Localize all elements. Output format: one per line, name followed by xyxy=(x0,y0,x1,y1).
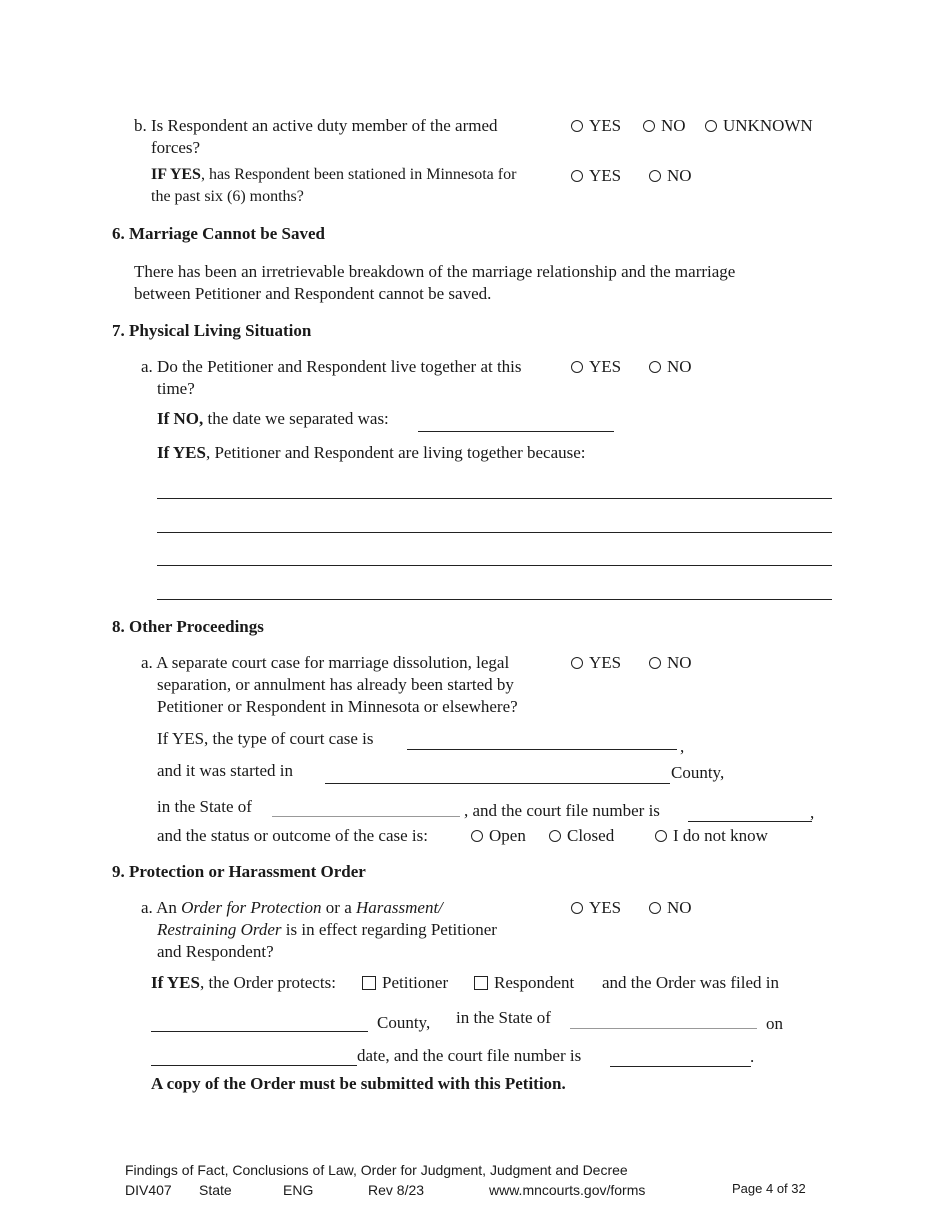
s8-state-label: in the State of xyxy=(157,797,252,816)
s9-filed-text: and the Order was filed in xyxy=(602,973,780,992)
s9-state-label: in the State of xyxy=(456,1008,551,1027)
s6-text-line1: There has been an irretrievable breakdown of the marriage relationship and the marriage xyxy=(134,262,736,281)
s9-question-line3: and Respondent? xyxy=(157,942,274,961)
section-8-heading: 8. Other Proceedings xyxy=(112,617,264,636)
s9-on-label: on xyxy=(766,1014,783,1033)
radio-5b-yes[interactable]: YES xyxy=(571,116,621,136)
order-date-field[interactable] xyxy=(151,1065,357,1066)
checkbox-respondent[interactable]: Respondent xyxy=(474,973,574,993)
case-state-field[interactable] xyxy=(272,816,460,817)
s9-ifyes-label: If YES, the Order protects: xyxy=(151,973,336,992)
radio-status-unknown[interactable]: I do not know xyxy=(655,826,768,846)
s8-file-label: , and the court file number is xyxy=(464,801,660,820)
order-file-number-field[interactable] xyxy=(610,1066,751,1067)
q5b-question-line2: forces? xyxy=(151,138,201,157)
q5b-question-line1: b. Is Respondent an active duty member of the armed xyxy=(134,116,498,135)
footer-form-id: DIV407 xyxy=(125,1182,172,1198)
radio-5b-stationed-yes[interactable]: YES xyxy=(571,166,621,186)
radio-status-closed[interactable]: Closed xyxy=(549,826,614,846)
radio-9a-yes[interactable]: YES xyxy=(571,898,621,918)
radio-7a-no[interactable]: NO xyxy=(649,357,692,377)
section-6-heading: 6. Marriage Cannot be Saved xyxy=(112,224,325,243)
case-type-field[interactable] xyxy=(407,749,677,750)
order-county-field[interactable] xyxy=(151,1031,368,1032)
s9-question-line1: a. An Order for Protection or a Harassment/ xyxy=(141,898,443,917)
case-file-number-field[interactable] xyxy=(688,821,812,822)
s8-comma2: , xyxy=(810,803,815,822)
footer-title: Findings of Fact, Conclusions of Law, Order for Judgment, Judgment and Decree xyxy=(125,1162,628,1178)
s8-question-line2: separation, or annulment has already been started by xyxy=(157,675,514,694)
radio-7a-yes[interactable]: YES xyxy=(571,357,621,377)
s9-period: . xyxy=(750,1047,755,1066)
s7-question-line2: time? xyxy=(157,379,195,398)
radio-8a-yes[interactable]: YES xyxy=(571,653,621,673)
s7-question-line1: a. Do the Petitioner and Respondent live together at this xyxy=(141,357,522,376)
reason-line-2[interactable] xyxy=(157,532,832,533)
radio-5b-unknown[interactable]: UNKNOWN xyxy=(705,116,813,136)
radio-5b-stationed-no[interactable]: NO xyxy=(649,166,692,186)
s8-started-label: and it was started in xyxy=(157,761,293,780)
s8-comma1: , xyxy=(680,737,685,756)
started-county-field[interactable] xyxy=(325,783,670,784)
reason-line-1[interactable] xyxy=(157,498,832,499)
order-state-field[interactable] xyxy=(570,1028,757,1029)
checkbox-petitioner[interactable]: Petitioner xyxy=(362,973,448,993)
s8-status-label: and the status or outcome of the case is: xyxy=(157,826,428,845)
radio-5b-no[interactable]: NO xyxy=(643,116,686,136)
separation-date-field[interactable] xyxy=(418,431,614,432)
footer-url[interactable]: www.mncourts.gov/forms xyxy=(489,1182,646,1198)
footer-lang: ENG xyxy=(283,1182,314,1198)
reason-line-3[interactable] xyxy=(157,565,832,566)
reason-line-4[interactable] xyxy=(157,599,832,600)
footer-page: Page 4 of 32 xyxy=(732,1181,806,1196)
s7-ifyes-label: If YES, Petitioner and Respondent are living together because: xyxy=(157,443,586,462)
footer-state: State xyxy=(199,1182,232,1198)
s8-type-label: If YES, the type of court case is xyxy=(157,729,374,748)
s8-question-line3: Petitioner or Respondent in Minnesota or elsewhere? xyxy=(157,697,518,716)
section-9-heading: 9. Protection or Harassment Order xyxy=(112,862,366,881)
footer-rev: Rev 8/23 xyxy=(368,1182,425,1198)
radio-status-open[interactable]: Open xyxy=(471,826,526,846)
s9-question-line2: Restraining Order is in effect regarding Petitioner xyxy=(157,920,497,939)
section-7-heading: 7. Physical Living Situation xyxy=(112,321,312,340)
s8-question-line1: a. A separate court case for marriage dissolution, legal xyxy=(141,653,510,672)
s9-date-label: date, and the court file number is xyxy=(357,1046,582,1065)
radio-8a-no[interactable]: NO xyxy=(649,653,692,673)
s8-county-label: County, xyxy=(671,763,725,782)
s9-county-label: County, xyxy=(377,1013,431,1032)
radio-9a-no[interactable]: NO xyxy=(649,898,692,918)
q5b-ifyes-line1: IF YES, has Respondent been stationed in Minnesota for xyxy=(151,166,517,183)
q5b-ifyes-line2: the past six (6) months? xyxy=(151,188,304,205)
s6-text-line2: between Petitioner and Respondent cannot be saved. xyxy=(134,284,492,303)
s7-ifno-label: If NO, the date we separated was: xyxy=(157,409,389,428)
s9-notice: A copy of the Order must be submitted with this Petition. xyxy=(151,1074,566,1093)
